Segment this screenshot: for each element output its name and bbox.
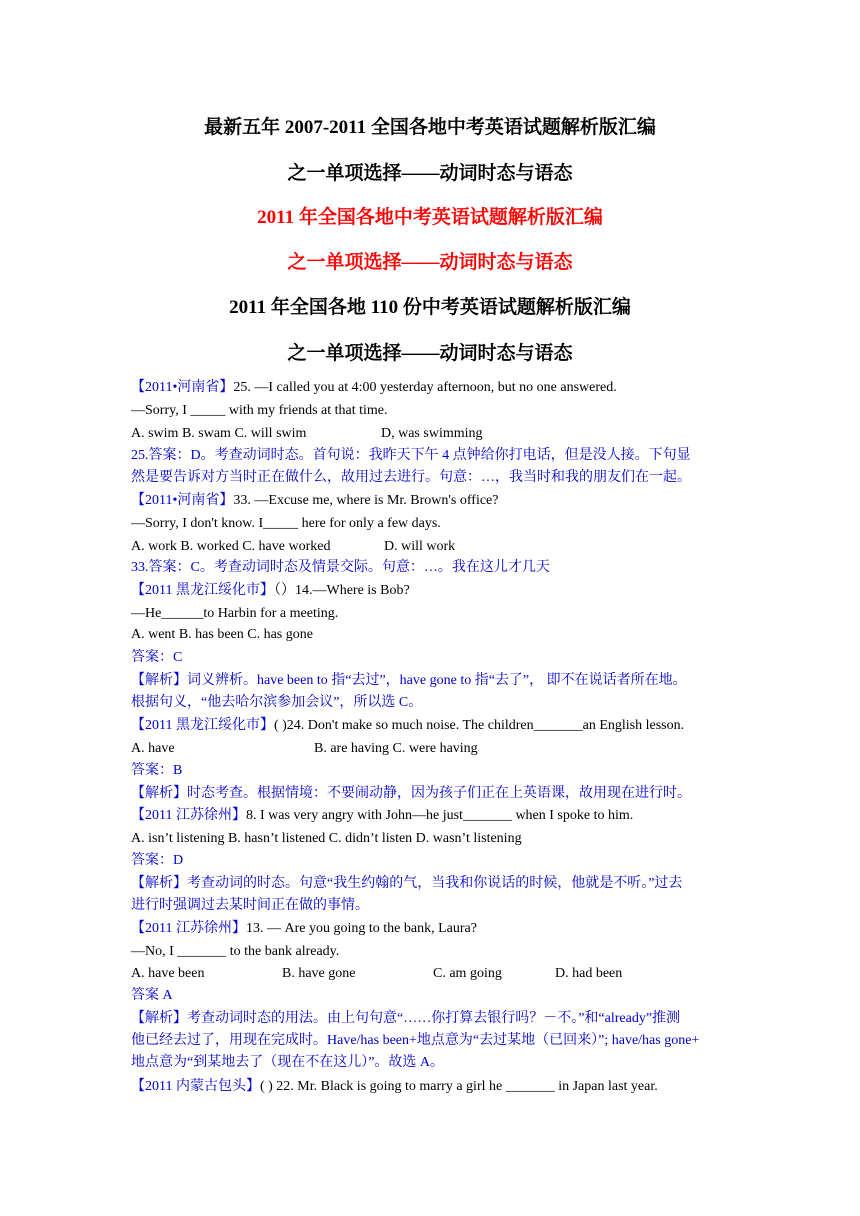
question-24-options (131, 739, 731, 759)
question-25-answer-line-1: 25.答案：D。考查动词时态。首句说：我昨天下午 4 点钟给你打电话，但是没人接。下句显 (131, 448, 691, 463)
options-abc: A. swim B. swam C. will swim (131, 426, 307, 441)
question-13-answer: 答案 A (131, 988, 173, 1003)
question-14-reply: —He______to Harbin for a meeting. (131, 606, 339, 621)
main-title-line-1: 最新五年 2007-2011 全国各地中考英语试题解析版汇编 (204, 117, 656, 138)
question-8-explanation-line-1: 【解析】考查动词的时态。句意“我生约翰的气，当我和你说话的时候，他就是不听。”过去 (131, 876, 683, 891)
question-24-stem (131, 716, 731, 736)
question-8-options: A. isn’t listening B. hasn’t listened C. didn’t listen D. wasn’t listening (131, 831, 522, 846)
question-25-answer-line-2: 然是要告诉对方当时正在做什么，故用过去进行。句意：…，我当时和我的朋友们在一起。 (131, 470, 691, 485)
question-source-tag: 【2011 黑龙江绥化市】 (131, 583, 274, 598)
option-a: A. have been (131, 966, 205, 981)
question-25-reply: —Sorry, I _____ with my friends at that time. (131, 403, 388, 418)
question-source-tag: 【2011 江苏徐州】 (131, 921, 246, 936)
question-14-explanation-line-2: 根据句义，“他去哈尔滨参加会议”，所以选 C。 (131, 695, 423, 710)
question-source-tag: 【2011 黑龙江绥化市】 (131, 718, 274, 733)
question-25-options (131, 424, 731, 444)
question-source-tag: 【2011•河南省】 (131, 380, 234, 395)
question-8-explanation-line-2: 进行时强调过去某时间正在做的事情。 (131, 898, 369, 913)
question-13-explanation-line-1: 【解析】考查动词时态的用法。由上句句意“……你打算去银行吗？－不。”和“already”推测 (131, 1011, 681, 1026)
option-d: D, was swimming (381, 426, 483, 441)
question-33-stem (131, 491, 731, 511)
options-abc: A. work B. worked C. have worked (131, 539, 331, 554)
question-13-options (131, 964, 731, 984)
question-14-answer: 答案：C (131, 650, 183, 665)
option-a: A. have (131, 741, 175, 756)
question-13-explanation-line-2: 他已经去过了，用现在完成时。Have/has been+地点意为“去过某地（已回来）”; have/has gone+ (131, 1033, 700, 1048)
question-25-stem (131, 378, 731, 398)
question-33-reply: —Sorry, I don't know. I_____ here for only a few days. (131, 516, 441, 531)
sub-title-line-1: 2011 年全国各地 110 份中考英语试题解析版汇编 (229, 297, 631, 318)
question-source-tag: 【2011 江苏徐州】 (131, 808, 246, 823)
question-14-stem (131, 581, 731, 601)
main-title-line-2: 之一单项选择——动词时态与语态 (287, 163, 573, 184)
question-13-explanation-line-3: 地点意为“到某地去了（现在不在这儿）”。故选 A。 (131, 1055, 445, 1070)
question-33-options (131, 537, 731, 557)
option-d: D. will work (384, 539, 456, 554)
question-13-reply: —No, I _______ to the bank already. (131, 944, 340, 959)
question-text: 33. —Excuse me, where is Mr. Brown's office? (233, 493, 499, 508)
question-source-tag: 【2011•河南省】 (131, 493, 234, 508)
option-c: C. am going (433, 966, 502, 981)
question-text: 8. I was very angry with John—he just_______ when I spoke to him. (245, 808, 634, 823)
sub-title-line-2: 之一单项选择——动词时态与语态 (287, 343, 573, 364)
red-title-line-2: 之一单项选择——动词时态与语态 (287, 252, 573, 273)
question-13-stem (131, 919, 731, 939)
option-b: B. have gone (282, 966, 356, 981)
question-14-options: A. went B. has been C. has gone (131, 627, 313, 642)
options-bc: B. are having C. were having (314, 741, 478, 756)
question-33-answer: 33.答案：C。考查动词时态及情景交际。句意：…。我在这儿才几天 (131, 560, 550, 575)
option-d: D. had been (555, 966, 623, 981)
question-22-stem (131, 1077, 731, 1097)
question-text: （）14.—Where is Bob? (273, 583, 410, 598)
question-24-answer: 答案：B (131, 763, 183, 778)
question-text: ( ) 22. Mr. Black is going to marry a girl he _______ in Japan last year. (259, 1079, 658, 1094)
question-source-tag: 【2011 内蒙古包头】 (131, 1079, 260, 1094)
question-text: 25. —I called you at 4:00 yesterday afternoon, but no one answered. (233, 380, 617, 395)
question-8-stem (131, 806, 731, 826)
question-8-answer: 答案：D (131, 853, 184, 868)
question-24-explanation: 【解析】时态考查。根据情境：不要闹动静，因为孩子们正在上英语课，故用现在进行时。 (131, 786, 691, 801)
question-text: ( )24. Don't make so much noise. The children_______an English lesson. (273, 718, 685, 733)
red-title-line-1: 2011 年全国各地中考英语试题解析版汇编 (257, 207, 603, 228)
question-text: 13. — Are you going to the bank, Laura? (245, 921, 477, 936)
question-14-explanation-line-1: 【解析】词义辨析。have been to 指“去过”，have gone to 指“去了”， 即不在说话者所在地。 (131, 673, 687, 688)
